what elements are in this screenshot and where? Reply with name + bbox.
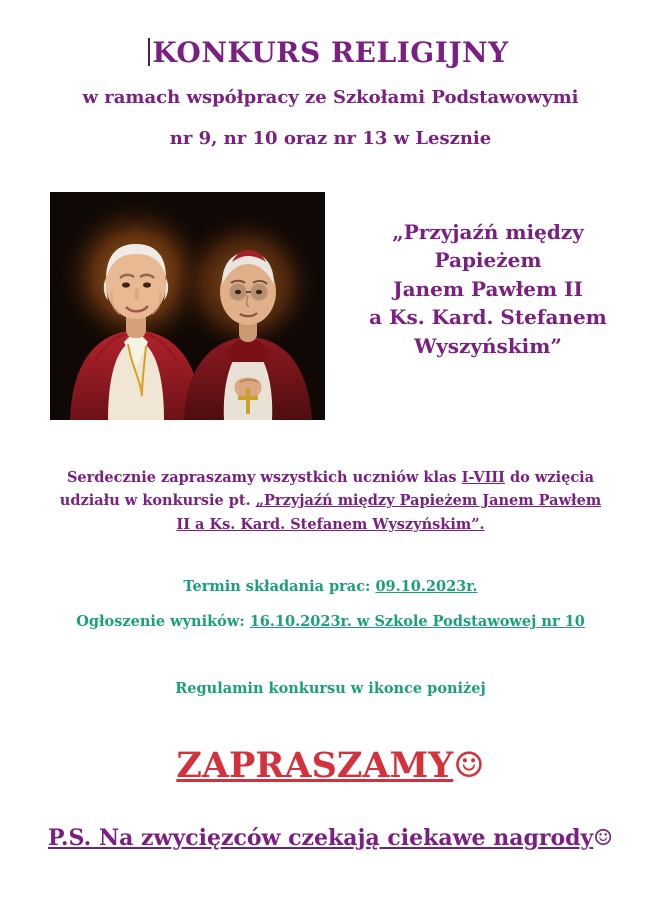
contest-subject-line-5: Wyszyńskim” — [414, 333, 562, 358]
contest-subject-line-2: Papieżem — [434, 248, 542, 273]
contest-subject-line-4: a Ks. Kard. Stefanem — [369, 305, 607, 330]
page-title-text: KONKURS RELIGIJNY — [152, 36, 509, 69]
invitation-part-2: do wzięcia udziału w konkursie pt. — [59, 469, 595, 510]
text-caret — [148, 38, 150, 66]
header-subtitle-line-1: w ramach współpracy ze Szkołami Podstawowymi — [82, 87, 579, 108]
call-to-action-text: ZAPRASZAMY — [176, 745, 454, 786]
call-to-action — [0, 745, 661, 786]
results-announcement-label: Ogłoszenie wyników: — [76, 613, 250, 631]
contest-subject-line-1: „Przyjaźń między — [392, 220, 584, 244]
results-announcement-value: 16.10.2023r. w Szkole Podstawowej nr 10 — [249, 613, 585, 631]
results-announcement — [58, 613, 603, 630]
submission-deadline — [58, 578, 603, 595]
photo-illustration — [50, 192, 325, 420]
postscript-text: P.S. Na zwycięzców czekają ciekawe nagrody — [47, 825, 594, 851]
invitation-topic: „Przyjaźń między Papieżem Janem Pawłem II a Ks. Kard. Stefanem Wyszyńskim”. — [176, 492, 602, 533]
regulations-note: Regulamin konkursu w ikonce poniżej — [175, 680, 486, 697]
page-title — [152, 36, 508, 69]
contest-subject — [338, 218, 638, 360]
contest-subject-line-3: Janem Pawłem II — [393, 276, 583, 301]
smiley-icon: ☺ — [453, 745, 485, 786]
invitation-classes: I-VIII — [461, 469, 505, 486]
poster-header — [0, 36, 661, 149]
invitation-part-1: Serdecznie zapraszamy wszystkich uczniów klas — [66, 469, 462, 486]
invitation-paragraph — [58, 466, 603, 536]
smiley-icon-postscript: ☺ — [593, 825, 614, 851]
submission-deadline-value: 09.10.2023r. — [375, 578, 478, 595]
photo-john-paul-ii-and-cardinal-wyszynski — [50, 192, 325, 420]
header-subtitle-line-2: nr 9, nr 10 oraz nr 13 w Lesznie — [169, 128, 492, 149]
submission-deadline-label: Termin składania prac: — [183, 578, 376, 595]
key-dates — [58, 578, 603, 631]
postscript — [0, 825, 661, 851]
